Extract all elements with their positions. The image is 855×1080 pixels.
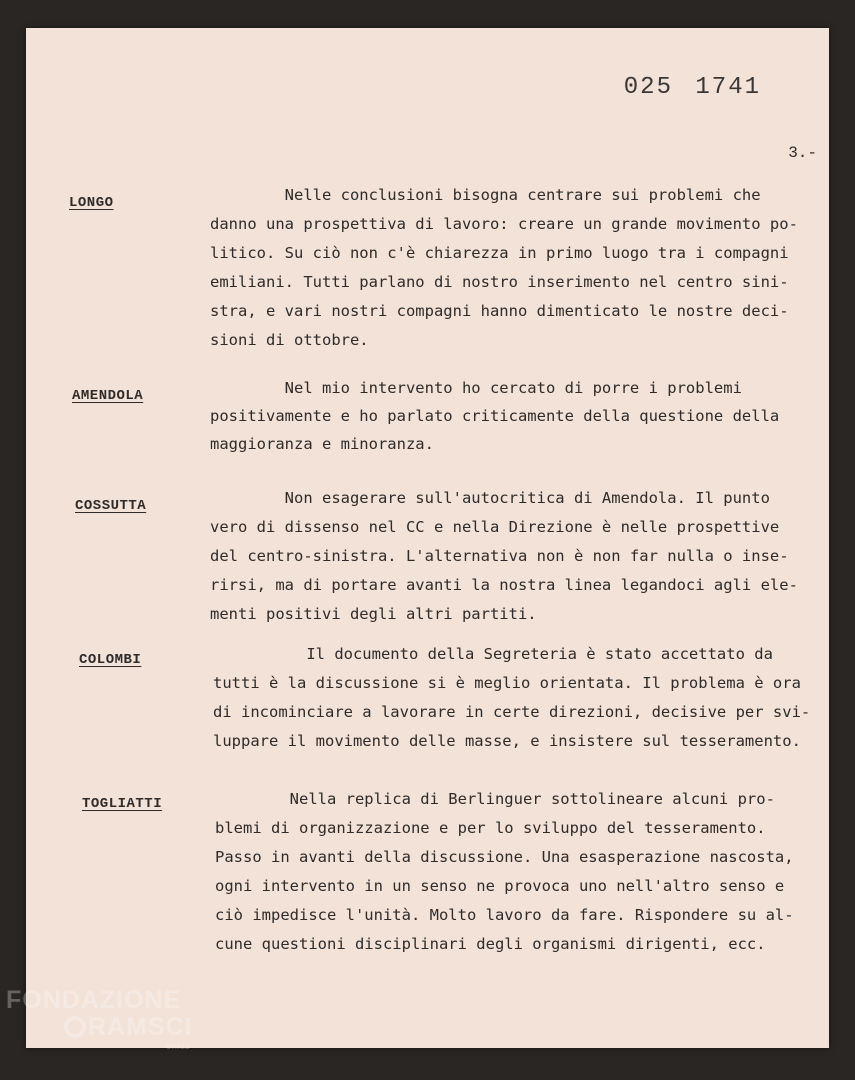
speaker-name: COSSUTTA [75, 498, 147, 514]
speaker-name: COLOMBI [79, 652, 142, 668]
document-page [26, 28, 829, 1048]
speech-paragraph: Non esagerare sull'autocritica di Amendola. Il punto vero di dissenso nel CC e nella Direzione è nelle prospettive del centro-sinistra. L'alternativa non è non far nulla o inse- rirsi, ma di portare avanti la nostra linea legandoci agli ele- menti positivi degli altri partiti. [210, 489, 798, 623]
speech-paragraph: Nelle conclusioni bisogna centrare sui problemi che danno una prospettiva di lavoro: creare un grande movimento po- litico. Su ciò non c'è chiarezza in primo luogo tra i compagni emiliani. Tutti parlano di nostro inserimento nel centro sini- stra, e vari nostri compagni hanno dimenticato le nostre deci- sioni di ottobre. [210, 186, 798, 349]
watermark-line-1: FONDAZIONE [6, 986, 182, 1014]
fondazione-gramsci-watermark [6, 988, 193, 1051]
archive-number: 025 1741 [623, 74, 761, 101]
watermark-line-2: RAMSCI [88, 1013, 193, 1041]
speech-paragraph: Il documento della Segreteria è stato accettato da tutti è la discussione si è meglio orientata. Il problema è ora di incominciare a lavorare in certe direzioni, decisive per svi- luppare il movimento delle masse, e insistere sul tesseramento. [213, 645, 811, 750]
speech-paragraph: Nella replica di Berlinguer sottolineare alcuni pro- blemi di organizzazione e per lo sviluppo del tesseramento. Passo in avanti della discussione. Una esasperazione nascosta, ogni intervento in un senso ne provoca uno nell'altro senso e ciò impedisce l'unità. Molto lavoro da fare. Rispondere su al- cune questioni disciplinari degli organismi dirigenti, ecc. [215, 790, 794, 953]
watermark-g-logo-icon [64, 1016, 86, 1038]
speaker-name: TOGLIATTI [82, 796, 163, 812]
speaker-name: AMENDOLA [72, 388, 144, 404]
watermark-line-3: onlus [166, 1041, 190, 1051]
speech-paragraph: Nel mio intervento ho cercato di porre i problemi positivamente e ho parlato criticamente della questione della maggioranza e minoranza. [210, 379, 780, 453]
page-number: 3.- [788, 144, 817, 162]
speaker-name: LONGO [69, 195, 114, 211]
